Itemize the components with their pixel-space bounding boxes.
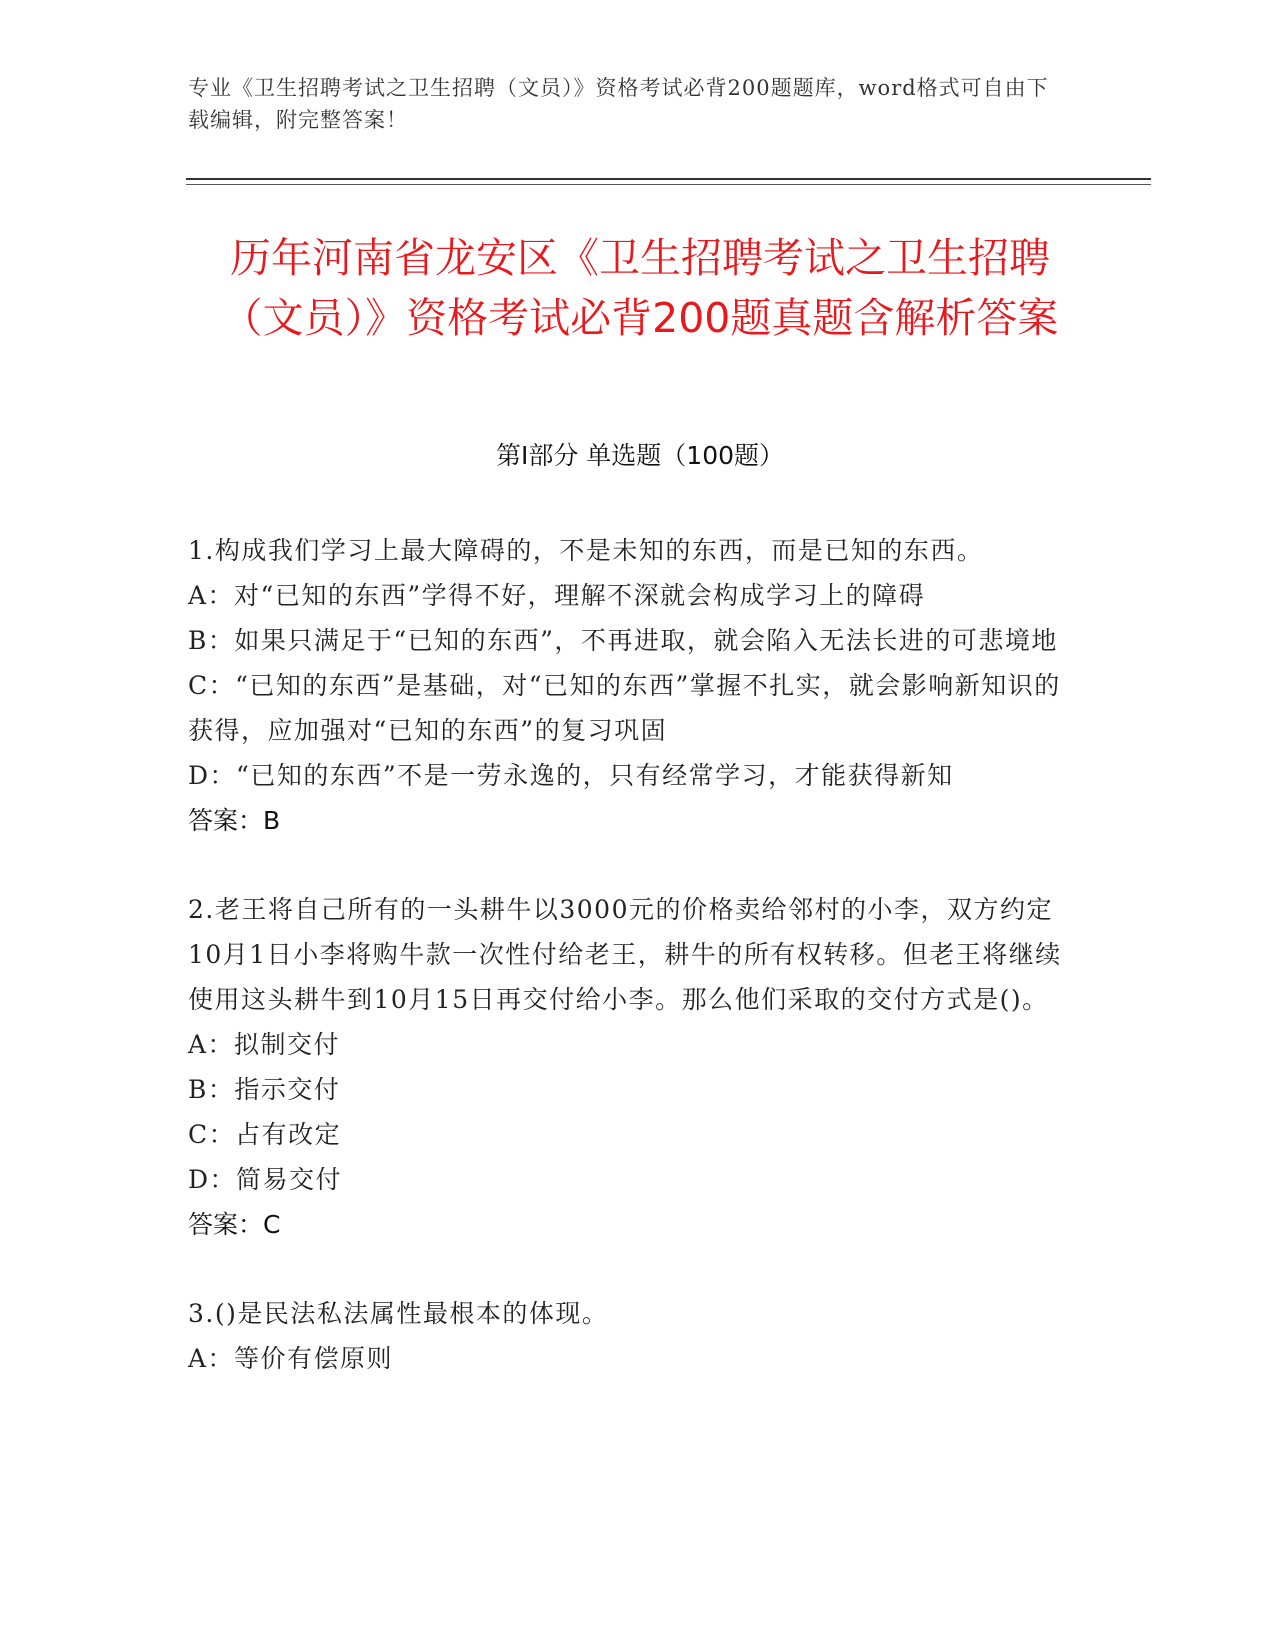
option-d: D：“已知的东西”不是一劳永逸的，只有经常学习，才能获得新知 <box>188 761 954 790</box>
question-list <box>188 528 1078 1425</box>
question-3 <box>188 1291 1078 1381</box>
option-a: A：拟制交付 <box>188 1030 341 1059</box>
option-d: D：简易交付 <box>188 1165 343 1194</box>
answer-key: 答案：C <box>188 1210 281 1239</box>
question-stem: 2.老王将自己所有的一头耕牛以3000元的价格卖给邻村的小李，双方约定10月1日小李将购牛款一次性付给老王，耕牛的所有权转移。但老王将继续使用这头耕牛到10月15日再交付给小李。那么他们采取的交付方式是()。 <box>188 895 1062 1014</box>
answer-key: 答案：B <box>188 806 281 835</box>
question-stem: 1.构成我们学习上最大障碍的，不是未知的东西，而是已知的东西。 <box>188 536 984 565</box>
header-divider <box>186 178 1151 180</box>
question-1 <box>188 528 1078 843</box>
document-title: 历年河南省龙安区《卫生招聘考试之卫生招聘（文员）》资格考试必背200题真题含解析答案 <box>221 234 1059 342</box>
option-a: A：等价有偿原则 <box>188 1344 394 1373</box>
option-c: C：占有改定 <box>188 1120 342 1149</box>
header-divider-thin <box>186 184 1151 185</box>
option-a: A：对“已知的东西”学得不好，理解不深就会构成学习上的障碍 <box>188 581 926 610</box>
question-stem: 3.()是民法私法属性最根本的体现。 <box>188 1299 609 1328</box>
option-c: C：“已知的东西”是基础，对“已知的东西”掌握不扎实，就会影响新知识的获得，应加强对“已知的东西”的复习巩固 <box>188 671 1061 745</box>
option-b: B：如果只满足于“已知的东西”，不再进取，就会陷入无法长进的可悲境地 <box>188 626 1058 655</box>
header-note: 专业《卫生招聘考试之卫生招聘（文员）》资格考试必背200题题库，word格式可自由下载编辑，附完整答案！ <box>188 76 1049 132</box>
option-b: B：指示交付 <box>188 1075 341 1104</box>
section-heading: 第Ⅰ部分 单选题（100题） <box>495 441 785 470</box>
question-2 <box>188 887 1078 1247</box>
